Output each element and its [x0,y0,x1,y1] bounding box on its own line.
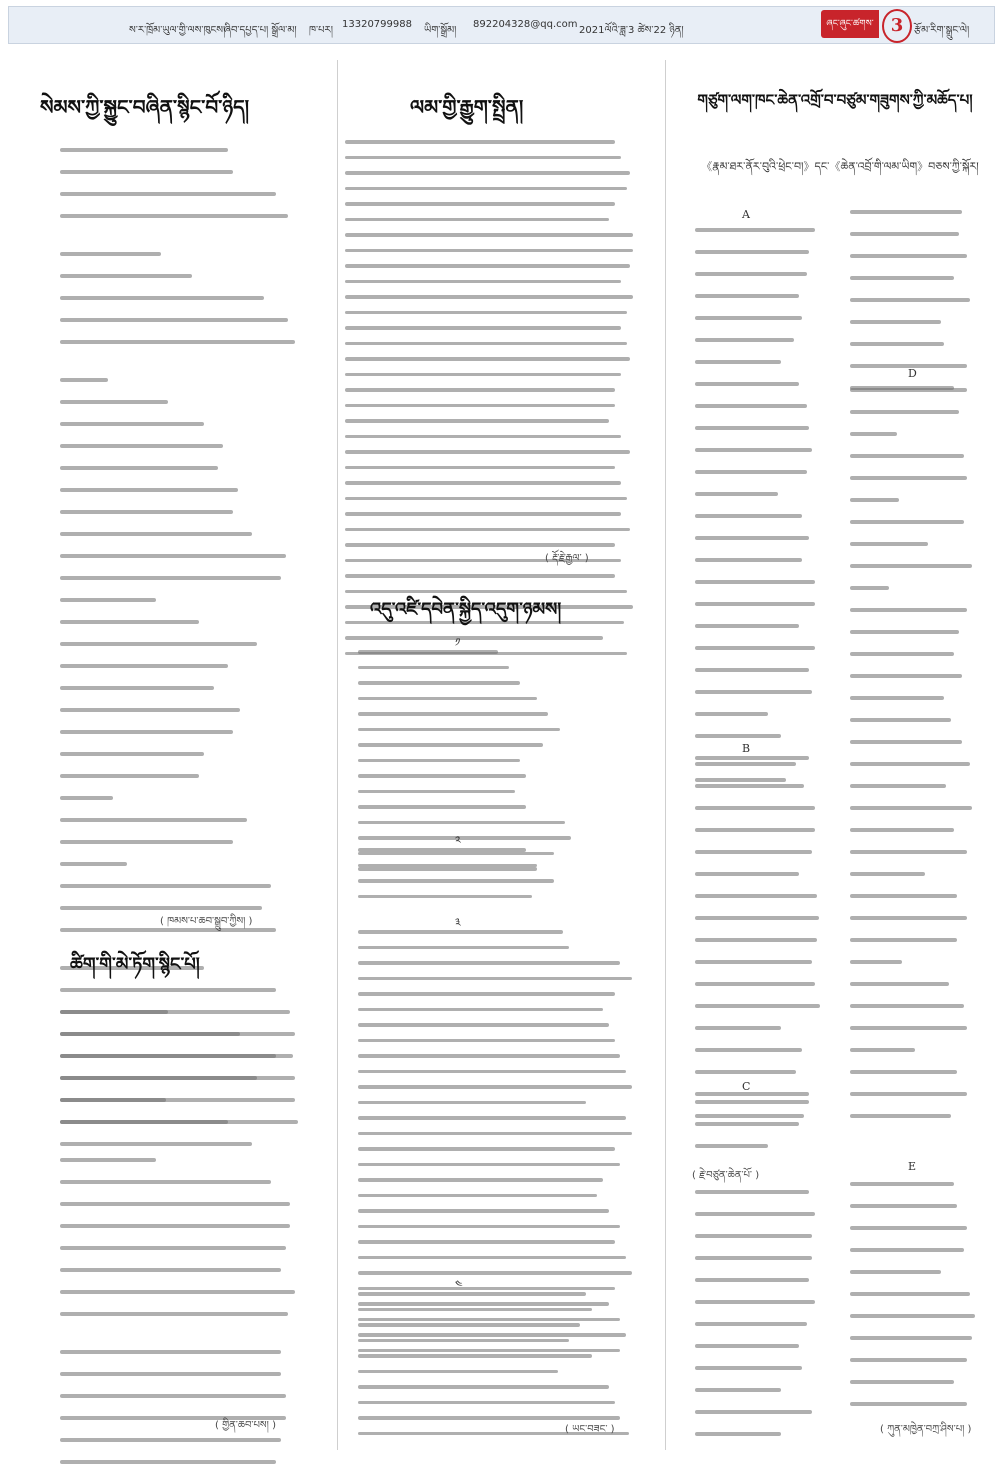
text-line [60,400,168,404]
text-line [358,1070,626,1074]
section-letter: A [742,208,750,221]
text-line [850,276,954,280]
text-line [358,1023,609,1027]
text-line [60,752,204,756]
text-line [358,961,620,965]
text-line [850,1270,941,1274]
col3-part-d [850,388,980,1136]
text-line [695,1300,815,1304]
text-line [695,784,804,788]
text-line [60,1268,281,1272]
col3-mid-signature: ( རྗེ་བཙུན་ཆེན་པོ་ ) [692,1170,760,1181]
text-line [60,1312,288,1316]
text-line [695,756,809,760]
text-line [850,298,970,302]
text-line [850,1026,967,1030]
text-line [850,1292,970,1296]
text-line [60,796,113,800]
text-line [850,542,928,546]
col3-subtitle: 《རྣམ་ཐར་ནོར་བུའི་ཕྲེང་བ།》དང་《ཆེན་འབྲོ་གི་ལམ་ཡིག》བཅས་ཀྱི་སྐོར། [701,160,979,173]
text-line [60,1372,281,1376]
text-line [850,498,899,502]
text-line [60,340,295,344]
text-line [695,1048,802,1052]
text-line [850,608,967,612]
col2-stanza2 [358,848,638,910]
text-line [850,1336,972,1340]
text-line [695,1092,809,1096]
header-email: 892204328@qq.com [473,19,578,30]
text-line [850,916,967,920]
text-line [345,528,630,532]
text-line [850,232,959,236]
text-line [358,697,537,701]
text-line [345,233,633,237]
page-number: 3 [882,9,912,43]
text-line [850,1048,915,1052]
text-line [358,1178,603,1182]
text-line [695,1322,807,1326]
text-line [345,342,627,346]
text-line [60,444,223,448]
text-line [60,708,240,712]
text-line [60,1076,295,1080]
text-line [695,228,815,232]
text-line [695,1278,809,1282]
col2-title2: འདུ་འཛི་དབེན་སྐྱིད་འདུག་ཉམས། [370,599,562,620]
text-line [850,586,889,590]
text-line [358,1287,615,1291]
col3-part-e [850,1182,980,1424]
header-editor: ཞིབ་དཔྱད་པ། སྒྲོལ་མ། [224,25,297,36]
text-line [695,470,807,474]
text-line [60,1180,271,1184]
header-email-label: ཡིག་སྒྲོམ། [424,25,457,36]
text-line [850,630,959,634]
text-line [850,1092,967,1096]
stanza-number: ༡ [455,636,461,649]
text-line [850,1358,967,1362]
text-line [695,938,817,942]
text-line [60,730,233,734]
page-header [8,6,995,57]
text-line [345,450,630,454]
text-line [60,466,218,470]
text-line [850,1314,975,1318]
text-line [850,1070,957,1074]
text-line [695,1344,799,1348]
text-line [358,1008,603,1012]
col1-title: སེམས་ཀྱི་སྐྱུང་བཞིན་སྙིང་བོ་ཉིད། [40,95,250,119]
text-line [60,1202,290,1206]
text-line [695,806,815,810]
text-line [850,806,972,810]
text-line [850,872,925,876]
text-line [850,454,964,458]
header-date: 2021ལོའི་ཟླ་3 ཚེས་22 ཉིན། [579,25,684,36]
text-line [358,977,632,981]
text-line [850,894,957,898]
col2-signature: ( རྡོ་རྗེ་རྒྱལ་ ) [545,553,589,564]
text-line [60,664,228,668]
text-line [850,410,959,414]
section-letter: B [742,742,751,755]
text-line [358,1308,592,1312]
text-line [695,602,815,606]
text-line [358,1101,586,1105]
col2-poem [345,140,645,667]
text-line [358,712,548,716]
text-line [358,864,537,868]
text-line [695,624,799,628]
text-line [695,690,812,694]
text-line [695,1190,809,1194]
text-line [60,620,199,624]
text-line [850,388,967,392]
text-line [850,210,962,214]
text-line [850,1114,951,1118]
col3-part-c1 [695,1100,825,1166]
text-line [695,294,799,298]
text-line [850,1204,957,1208]
text-line [850,938,957,942]
text-line [358,666,509,670]
text-line [60,296,264,300]
text-line [345,264,630,268]
col2-title: ལམ་གྱི་རྒྱུག་སྤྲིན། [410,95,524,119]
section-letter: D [908,367,917,380]
text-line [60,318,288,322]
text-line [358,1209,609,1213]
col1-signature2: ( གྱིན་ཆབ་པས། ) [215,1420,276,1431]
col3-part-c2 [695,1190,825,1454]
text-line [695,580,815,584]
text-line [345,543,615,547]
text-line [695,1100,809,1104]
text-line [60,576,281,580]
text-line [695,272,807,276]
text-line [358,895,532,899]
text-line [695,426,809,430]
text-line [695,1144,768,1148]
text-line [850,828,954,832]
text-line [358,774,526,778]
text-line [60,1054,293,1058]
text-line [60,170,233,174]
text-line [695,1388,781,1392]
text-line [358,946,569,950]
col1-title2: ཚིག་གི་མེ་ཏོག་སྙིང་པོ། [70,954,200,975]
text-line [345,466,615,470]
text-line [695,404,807,408]
text-line [345,419,609,423]
col1-signature: ( ཁམས་པ་ཆབ་སྒྲུབ་ཀྱིས། ) [160,916,253,927]
text-line [345,280,621,284]
text-line [850,696,944,700]
text-line [695,1256,812,1260]
text-line [695,250,809,254]
text-line [345,512,621,516]
text-line [695,1026,781,1030]
col3-part-b [695,762,825,1136]
text-line [695,646,815,650]
text-line [695,382,799,386]
text-line [695,1234,812,1238]
text-line [60,1394,286,1398]
section-letter: C [742,1080,751,1093]
text-line [358,1385,609,1389]
text-line [345,187,627,191]
text-line [345,156,621,160]
text-line [358,1116,626,1120]
text-line [850,674,962,678]
text-line [695,916,819,920]
text-line [695,1122,799,1126]
text-line [695,514,802,518]
text-line [60,1032,295,1036]
col1-poem2 [60,1010,300,1482]
text-line [358,1194,597,1198]
text-line [358,992,615,996]
text-line [850,520,964,524]
text-line [695,1432,781,1436]
text-line [695,872,799,876]
col3-signature: ( ཀུན་མཁྱེན་བཀྲ་ཤིས་པ། ) [880,1424,972,1435]
section-name: རྩོམ་རིག་སྒྲུང་ལེ། [914,25,970,36]
text-line [60,862,127,866]
text-line [60,840,233,844]
text-line [60,884,271,888]
text-line [60,1120,298,1124]
text-line [695,982,815,986]
text-line [850,1248,964,1252]
text-line [850,1380,954,1384]
text-line [345,218,609,222]
text-line [345,171,630,175]
text-line [345,404,615,408]
text-line [345,295,633,299]
header-office: ས་ར་ཁྲོམ་ཡུལ་གྱི་ལས་ཁུངས། [129,25,226,36]
text-line [850,718,951,722]
text-line [60,774,199,778]
text-line [850,652,954,656]
col3-part-a [695,228,825,800]
text-line [345,373,621,377]
text-line [60,488,238,492]
text-line [358,1370,558,1374]
text-line [345,388,615,392]
text-line [358,790,515,794]
text-line [850,564,972,568]
text-line [695,668,809,672]
text-line [358,1256,626,1260]
text-line [345,435,621,439]
text-line [850,1226,967,1230]
text-line [345,202,615,206]
stanza-number: ༢ [455,834,461,847]
text-line [695,338,794,342]
text-line [850,982,949,986]
text-line [345,357,630,361]
text-line [850,1402,967,1406]
text-line [345,481,621,485]
text-line [345,497,627,501]
text-line [358,759,520,763]
text-line [60,1224,290,1228]
text-line [695,1004,820,1008]
text-line [60,1098,295,1102]
text-line [358,743,543,747]
text-line [358,1240,615,1244]
text-line [850,432,897,436]
text-line [358,681,520,685]
text-line [850,850,967,854]
text-line [358,1292,586,1296]
text-line [358,930,563,934]
text-line [695,1410,812,1414]
text-line [60,554,286,558]
text-line [358,1225,620,1229]
text-line [358,1163,620,1167]
text-line [60,148,228,152]
header-phone-label: ཁ་པར། [309,25,333,36]
text-line [60,642,257,646]
text-line [60,1290,295,1294]
text-line [695,1070,796,1074]
text-line [60,214,288,218]
text-line [358,1085,632,1089]
text-line [695,360,781,364]
text-line [60,686,214,690]
text-line [60,1350,281,1354]
text-line [695,712,768,716]
text-line [850,342,944,346]
text-line [695,734,781,738]
text-line [850,762,970,766]
text-line [358,728,560,732]
text-line [695,850,812,854]
text-line [695,558,802,562]
text-line [695,1366,802,1370]
text-line [60,510,233,514]
text-line [60,378,108,382]
text-line [358,1147,615,1151]
text-line [60,422,204,426]
col2-signature2: ( ཡང་བཟང་ ) [565,1424,615,1435]
text-line [695,316,802,320]
text-line [358,1339,569,1343]
text-line [358,1354,592,1358]
text-line [358,1132,632,1136]
text-line [695,762,796,766]
section-letter: E [908,1160,917,1173]
text-line [695,960,812,964]
text-line [850,740,962,744]
text-line [60,274,192,278]
text-line [60,1158,156,1162]
newspaper-badge: ཞང་ཞུང་ཚགས་པར། [821,10,879,38]
header-phone: 13320799988 [342,19,412,30]
stanza-number: ༤ [455,1278,463,1291]
text-line [60,1010,290,1014]
text-line [358,836,571,840]
text-line [60,532,252,536]
text-line [850,254,967,258]
text-line [345,140,615,144]
text-line [358,879,554,883]
text-line [358,821,565,825]
text-line [850,1182,954,1186]
text-line [358,1271,632,1275]
text-line [60,192,276,196]
text-line [60,1246,286,1250]
text-line [345,326,621,330]
text-line [695,536,809,540]
text-line [358,1323,580,1327]
text-line [345,249,633,253]
text-line [850,960,902,964]
text-line [358,805,526,809]
text-line [358,1401,615,1405]
text-line [695,894,817,898]
stanza-number: ༣ [455,916,461,929]
text-line [695,492,778,496]
text-line [358,650,498,654]
column-divider [337,60,338,1450]
text-line [358,1054,620,1058]
text-line [60,1460,276,1464]
text-line [695,448,812,452]
text-line [850,476,967,480]
text-line [358,1039,615,1043]
col3-title: གཙུག་ལག་ཁང་ཆེན་འགྲོ་བ་བཙུམ་གཟུགས་ཀྱི་མཆོད་པ། [697,91,973,109]
text-line [850,1004,964,1008]
text-line [345,311,627,315]
text-line [358,848,526,852]
text-line [695,828,815,832]
text-line [60,818,247,822]
text-line [60,252,161,256]
column-divider [665,60,666,1450]
text-line [850,320,941,324]
text-line [695,1212,815,1216]
text-line [850,784,946,788]
text-line [60,598,156,602]
